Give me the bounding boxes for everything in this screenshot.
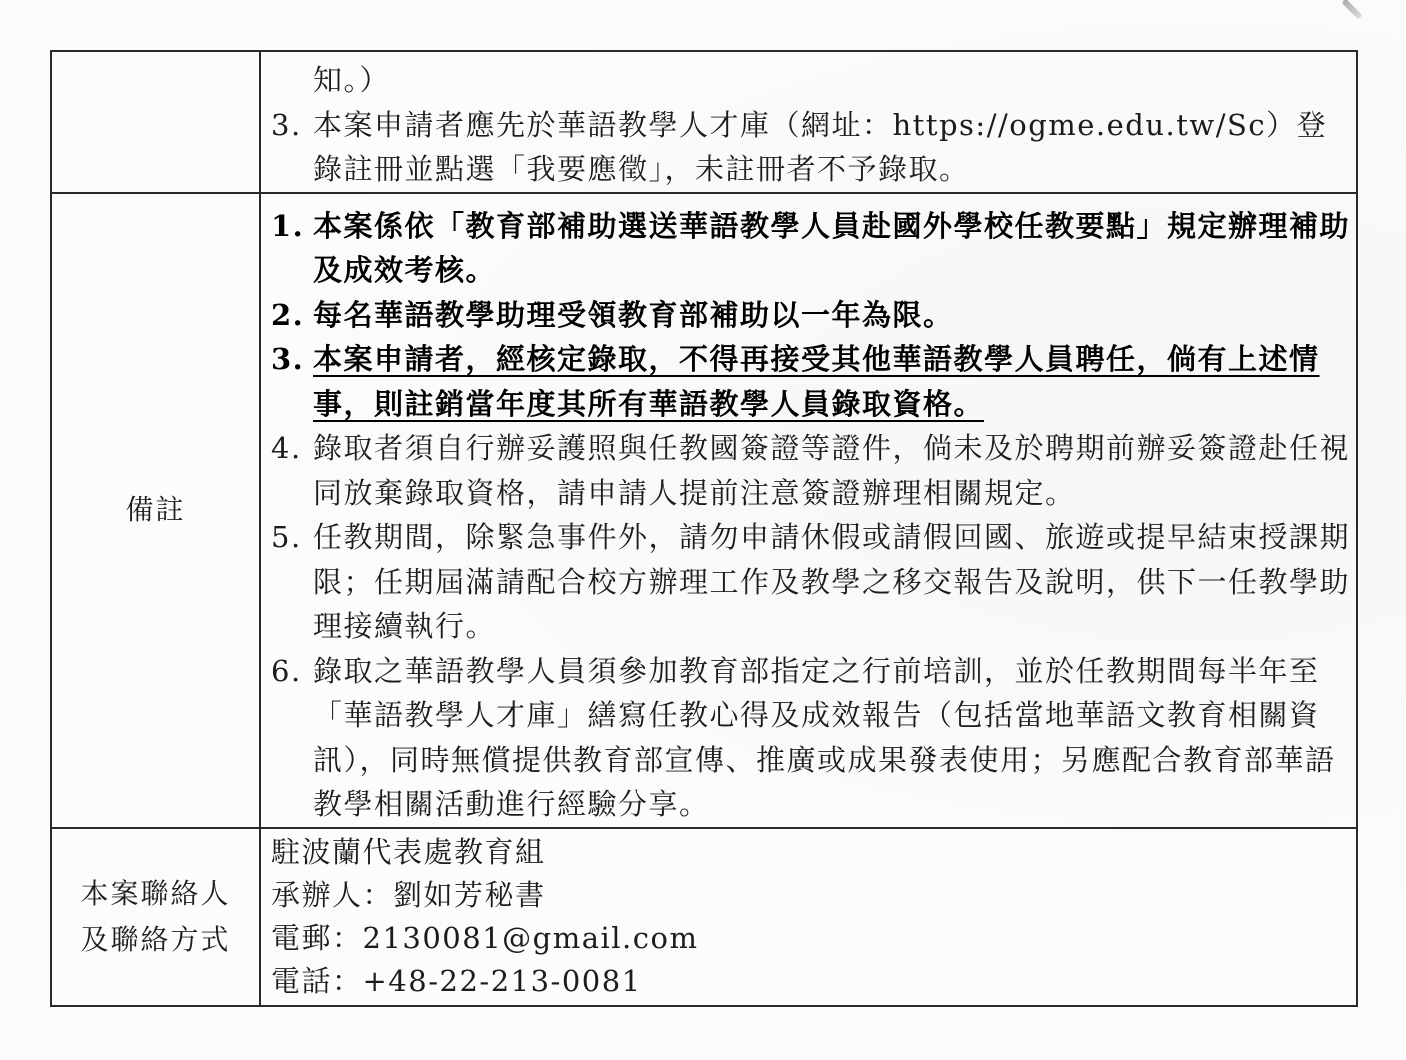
- remark-item-5: [271, 515, 1350, 649]
- notice-table: [50, 50, 1358, 1007]
- contact-content-cell: [260, 828, 1357, 1006]
- empty-label-cell: [51, 51, 260, 193]
- remark-item-6: [271, 649, 1350, 827]
- item-number: 2.: [271, 297, 305, 332]
- remark-item-3: [271, 337, 1350, 426]
- table-row-application: [51, 51, 1357, 193]
- item-text: 每名華語教學助理受領教育部補助以一年為限。: [313, 297, 954, 332]
- continuation-text: 知。）: [313, 63, 391, 97]
- contact-phone: 電話：+48-22-213-0081: [271, 963, 642, 998]
- remark-item-4: [271, 426, 1350, 515]
- item-text: 錄取者須自行辦妥護照與任教國簽證等證件，倘未及於聘期前辦妥簽證赴任視同放棄錄取資格，請申請人提前注意簽證辦理相關規定。: [313, 431, 1351, 510]
- item-text: 本案係依「教育部補助選送華語教學人員赴國外學校任教要點」規定辦理補助及成效考核。: [313, 208, 1351, 287]
- item-text: 錄取之華語教學人員須參加教育部指定之行前培訓，並於任教期間每半年至「華語教學人才庫」繕寫任教心得及成效報告（包括當地華語文教育相關資訊），同時無償提供教育部宣傳、推廣或成果發表使用；另應配合教育部華語教學相關活動進行經驗分享。: [313, 653, 1336, 821]
- remarks-label: 備註: [51, 193, 260, 828]
- contact-email: 電郵：2130081@gmail.com: [271, 920, 699, 955]
- item-number: 4.: [271, 431, 302, 465]
- contact-org: 駐波蘭代表處教育組: [271, 834, 546, 869]
- remarks-content-cell: [260, 193, 1357, 828]
- list-item: [271, 103, 1350, 192]
- item-text: 任教期間，除緊急事件外，請勿申請休假或請假回國、旅遊或提早結束授課期限；任期屆滿請配合校方辦理工作及教學之移交報告及說明，供下一任教學助理接續執行。: [313, 520, 1351, 643]
- item-text-underlined: 本案申請者，經核定錄取，不得再接受其他華語教學人員聘任，倘有上述情事，則註銷當年度其所有華語教學人員錄取資格。: [313, 342, 1320, 421]
- remark-item-2: [271, 293, 1350, 338]
- remark-item-1: [271, 204, 1350, 293]
- contact-handler: 承辦人：劉如芳秘書: [271, 877, 546, 912]
- table-row-contact: [51, 828, 1357, 1006]
- table-row-remarks: [51, 193, 1357, 828]
- item-number: 1.: [271, 208, 305, 243]
- contact-label: [51, 828, 260, 1006]
- item-number: 3.: [271, 342, 305, 376]
- contact-label-line2: 及聯絡方式: [80, 922, 231, 956]
- item-number: 5.: [271, 520, 302, 554]
- item-text: 本案申請者應先於華語教學人才庫（網址：https://ogme.edu.tw/Sc）登錄註冊並點選「我要應徵」，未註冊者不予錄取。: [313, 107, 1328, 186]
- application-content-cell: [260, 51, 1357, 193]
- item-number: 6.: [271, 653, 302, 688]
- contact-label-line1: 本案聯絡人: [80, 876, 231, 910]
- item-number: 3.: [271, 107, 302, 142]
